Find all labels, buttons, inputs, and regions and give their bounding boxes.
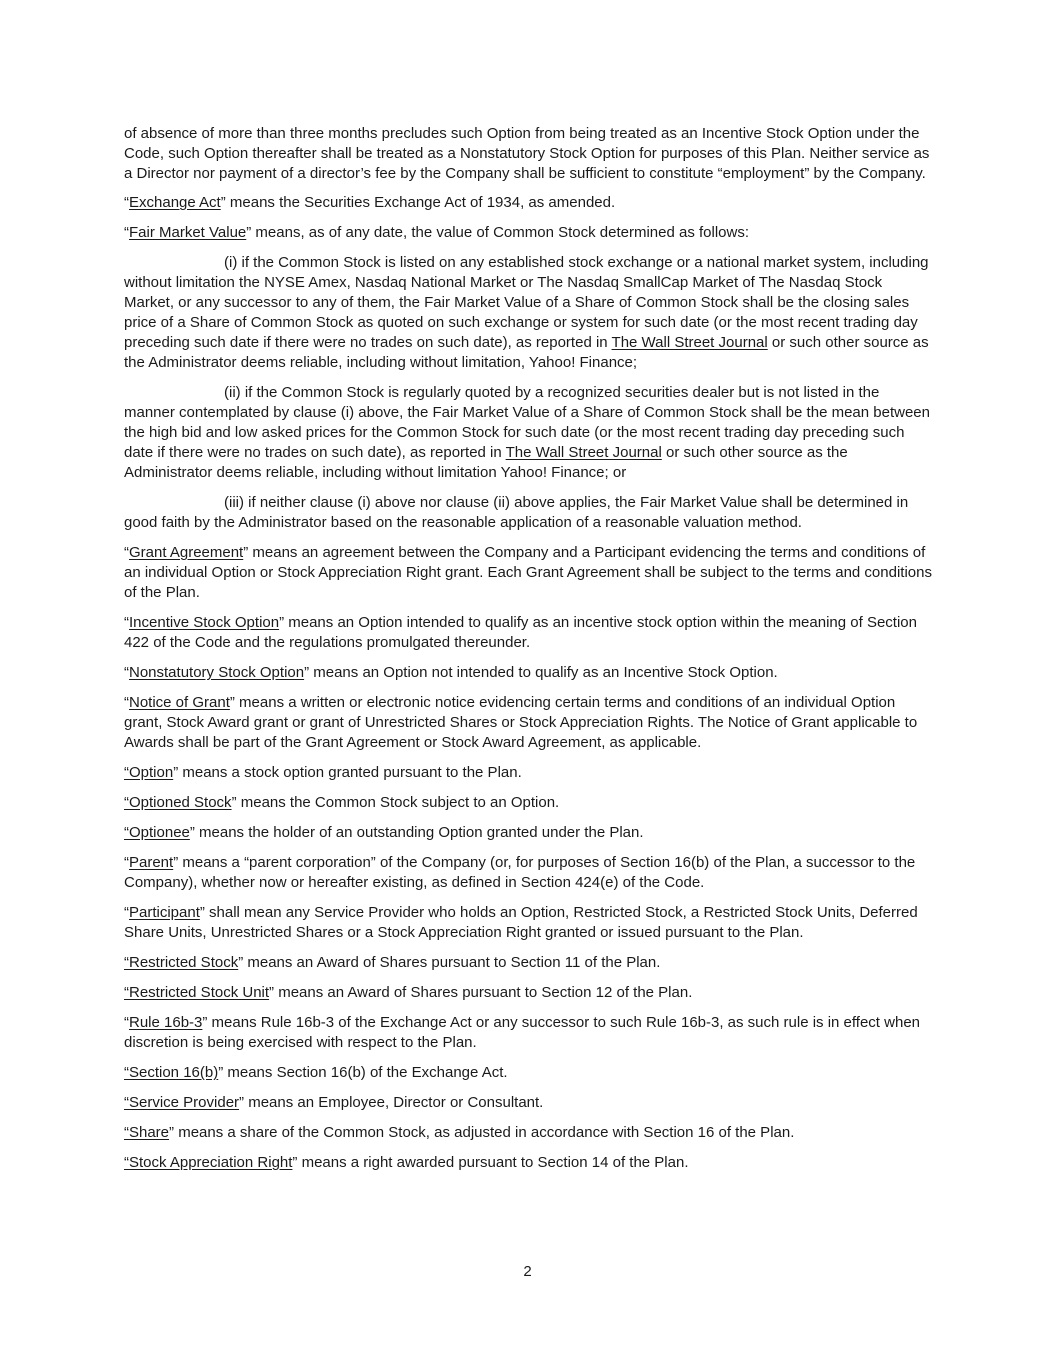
open-quote: “ [124,1014,129,1031]
definition-text: ” means a written or electronic notice evidencing certain terms and conditions of an individual Option grant, Stock Award grant or grant of Unrestricted Shares or Stock Appreciation Rights. The Notice of Grant applicable to Awards shall be part of the Grant Agreement or Stock Award Agreement, as applicable. [124,694,918,751]
definition-option [124,763,934,783]
defined-term: “Section 16(b) [124,1064,219,1081]
open-quote: “ [124,904,129,921]
open-quote: “ [124,854,129,871]
definition-nonstatutory-stock-option [124,663,934,683]
definition-optionee [124,823,934,843]
definition-text: ” means Section 16(b) of the Exchange Act. [218,1064,508,1081]
definition-text: ” means the Common Stock subject to an Option. [231,794,560,811]
defined-term: Rule 16b-3 [129,1014,203,1031]
document-body [124,124,934,1183]
definition-text: ” means the holder of an outstanding Option granted under the Plan. [189,824,644,841]
defined-term: Notice of Grant [129,694,230,711]
defined-term: “Restricted Stock Unit [124,984,270,1001]
definition-fair-market-value [124,223,934,243]
page-number: 2 [523,1263,532,1280]
defined-term: Parent [129,854,174,871]
definition-text: ” means, as of any date, the value of Common Stock determined as follows: [246,224,750,241]
open-quote: “ [124,664,129,681]
definition-text: ” means an Option intended to qualify as an incentive stock option within the meaning of Section 422 of the Code and the regulations promulgated thereunder. [124,614,917,651]
definition-section-16b [124,1063,934,1083]
definition-stock-appreciation-right [124,1153,934,1173]
clause-text: or such other source as the Administrator deems reliable, including without limitation Yahoo! Finance; or [124,444,848,481]
clause-text: or such other source as the Administrator deems reliable, including without limitation, Yahoo! Finance; [124,334,929,371]
open-quote: “ [124,544,129,561]
definition-text: ” means a share of the Common Stock, as adjusted in accordance with Section 16 of the Plan. [169,1124,795,1141]
defined-term: Grant Agreement [129,544,244,561]
defined-term: “Stock Appreciation Right [124,1154,293,1171]
definition-grant-agreement [124,543,934,603]
open-quote: “ [124,614,129,631]
defined-term: “Restricted Stock [124,954,239,971]
definition-notice-of-grant [124,693,934,753]
definition-incentive-stock-option [124,613,934,653]
fmv-clause-ii [124,383,934,483]
clause-text: (ii) if the Common Stock is regularly quoted by a recognized securities dealer but is not listed in the manner contemplated by clause (i) above, the Fair Market Value of a Share of Common Stock shall be the mean between the high bid and low asked prices for the Common Stock for such date (or the most recent trading day preceding such date if there were no trades on such date), as reported in [124,384,930,461]
definition-participant [124,903,934,943]
defined-term: Fair Market Value [129,224,247,241]
defined-term: “Optioned Stock [124,794,232,811]
definition-text: ” means Rule 16b-3 of the Exchange Act or any successor to such Rule 16b-3, as such rule is in effect when discretion is being exercised with respect to the Plan. [124,1014,921,1051]
open-quote: “ [124,694,129,711]
open-quote: “ [124,224,129,241]
definition-restricted-stock-unit [124,983,934,1003]
publication-title: The Wall Street Journal [505,444,662,461]
defined-term: “Share [124,1124,170,1141]
defined-term: “Optionee [124,824,190,841]
definition-text: ” means an Option not intended to qualify as an Incentive Stock Option. [304,664,778,681]
definition-exchange-act [124,193,934,213]
definition-text: ” shall mean any Service Provider who holds an Option, Restricted Stock, a Restricted Stock Units, Deferred Share Units, Unrestricted Shares or a Stock Appreciation Right granted or issued pursuant to the Plan. [124,904,918,941]
definition-optioned-stock [124,793,934,813]
definition-parent [124,853,934,893]
defined-term: “Service Provider [124,1094,240,1111]
definition-restricted-stock [124,953,934,973]
defined-term: Exchange Act [129,194,221,211]
clause-text: (i) if the Common Stock is listed on any established stock exchange or a national market system, including without limitation the NYSE Amex, Nasdaq National Market or The Nasdaq SmallCap Market of The Nasdaq Stock Market, or any successor to any of them, the Fair Market Value of a Share of Common Stock shall be the closing sales price of a Share of Common Stock as quoted on such exchange or system for such date (or the most recent trading day preceding such date if there were no trades on such date), as reported in [124,254,929,351]
definition-text: ” means an Employee, Director or Consultant. [239,1094,544,1111]
defined-term: Nonstatutory Stock Option [129,664,305,681]
definition-share [124,1123,934,1143]
definition-text: ” means a “parent corporation” of the Company (or, for purposes of Section 16(b) of the Plan, a successor to the Company), whether now or hereafter existing, as defined in Section 424(e) of the Code. [124,854,916,891]
open-quote: “ [124,194,129,211]
defined-term: Incentive Stock Option [129,614,280,631]
intro-paragraph: of absence of more than three months precludes such Option from being treated as an Incentive Stock Option under the Code, such Option thereafter shall be treated as a Nonstatutory Stock Option for purposes of this Plan. Neither service as a Director nor payment of a director’s fee by the Company shall be sufficient to constitute “employment” by the Company. [124,125,930,182]
fmv-clause-i [124,253,934,373]
definition-rule-16b-3 [124,1013,934,1053]
fmv-clause-iii: (iii) if neither clause (i) above nor clause (ii) above applies, the Fair Market Value shall be determined in good faith by the Administrator based on the reasonable application of a reasonable valuation method. [124,494,909,531]
defined-term: “Option [124,764,174,781]
definition-text: ” means a right awarded pursuant to Section 14 of the Plan. [292,1154,689,1171]
defined-term: Participant [129,904,200,921]
definition-text: ” means an Award of Shares pursuant to Section 12 of the Plan. [269,984,693,1001]
definition-text: ” means an Award of Shares pursuant to Section 11 of the Plan. [238,954,661,971]
definition-text: ” means a stock option granted pursuant to the Plan. [173,764,522,781]
definition-text: ” means the Securities Exchange Act of 1934, as amended. [220,194,616,211]
definition-service-provider [124,1093,934,1113]
definition-text: ” means an agreement between the Company and a Participant evidencing the terms and conditions of an individual Option or Stock Appreciation Right grant. Each Grant Agreement shall be subject to the terms and conditions of the Plan. [124,544,932,601]
publication-title: The Wall Street Journal [611,334,768,351]
